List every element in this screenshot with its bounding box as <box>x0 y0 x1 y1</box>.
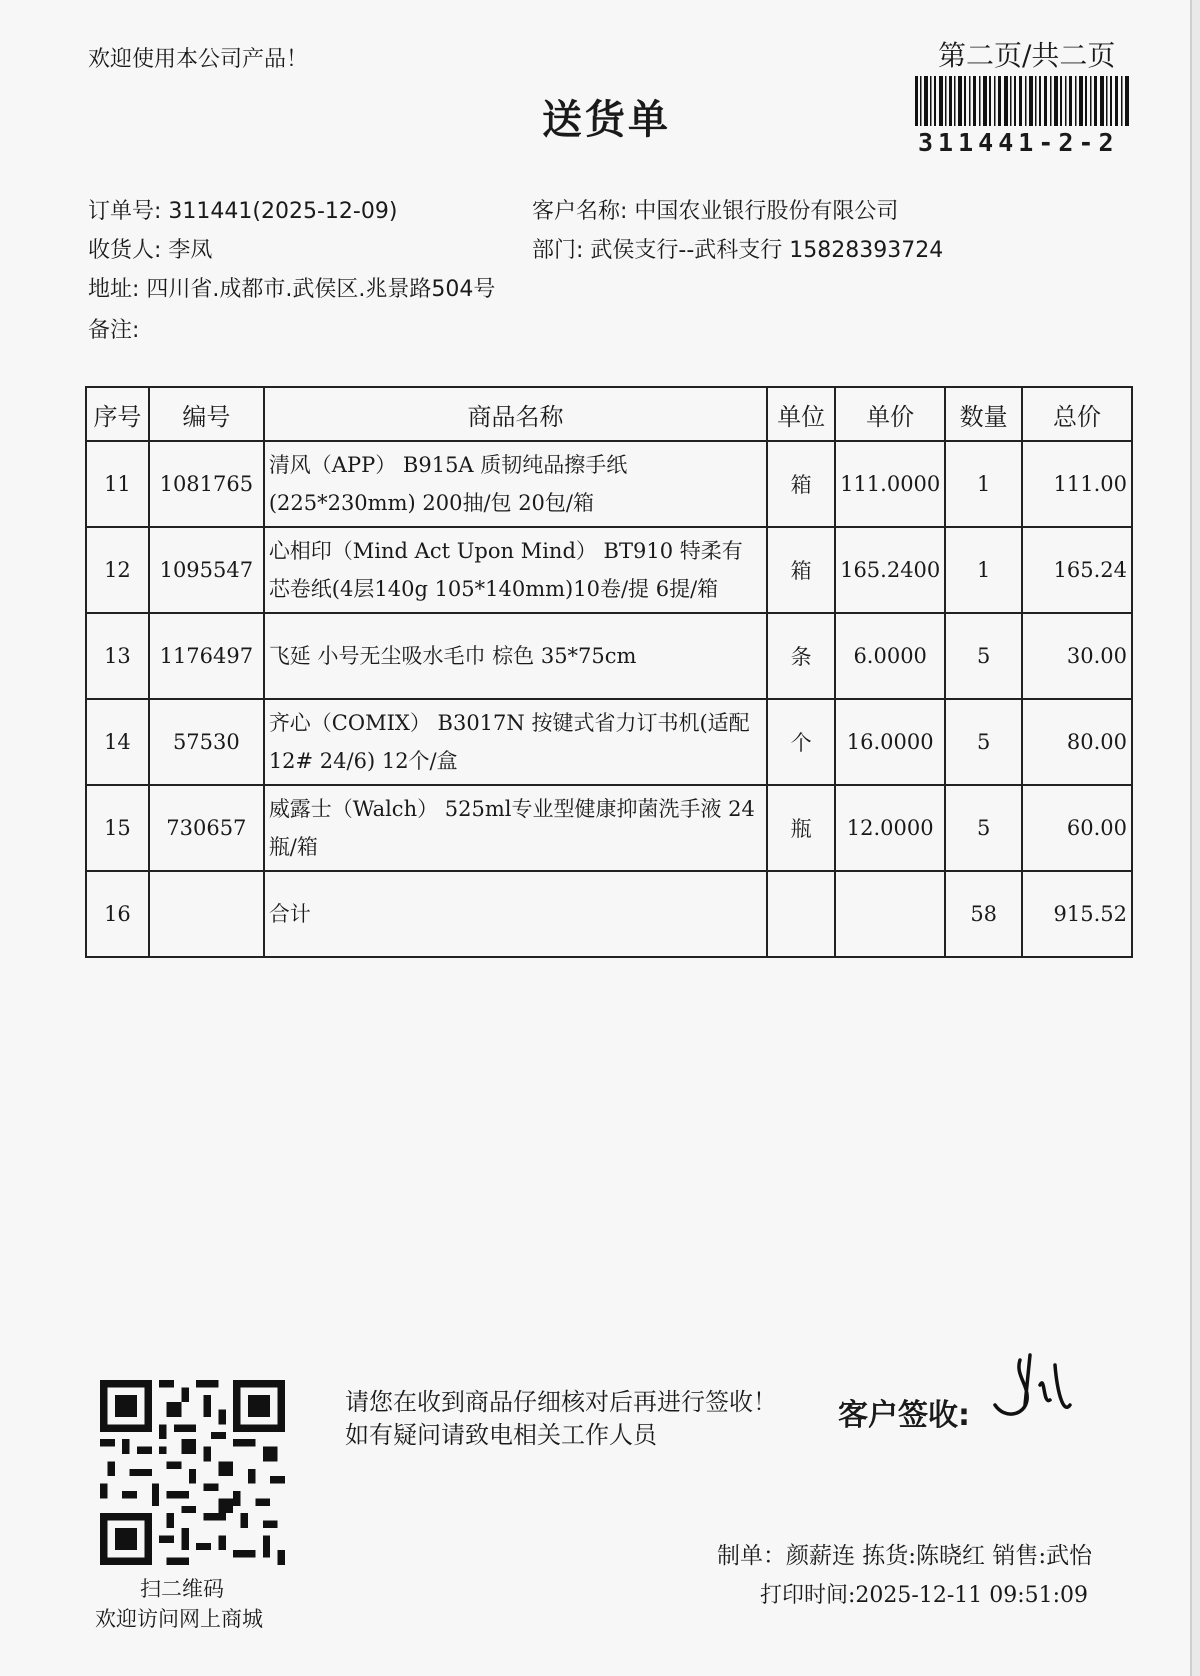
cell-quantity: 5 <box>945 613 1022 699</box>
remark-label: 备注: <box>88 318 140 343</box>
cell-quantity: 5 <box>945 699 1022 785</box>
cell-total: 165.24 <box>1022 527 1132 613</box>
document-title: 送货单 <box>542 97 671 143</box>
cell-seq: 14 <box>86 699 149 785</box>
page-number: 第二页/共二页 <box>938 39 1116 72</box>
table-row <box>86 785 1132 871</box>
cell-total: 80.00 <box>1022 699 1132 785</box>
cell-unit-price: 12.0000 <box>835 785 945 871</box>
items-table <box>85 386 1133 958</box>
receiver-row <box>88 233 212 264</box>
summary-label: 合计 <box>264 871 767 957</box>
welcome-text: 欢迎使用本公司产品！ <box>88 47 309 72</box>
address-label: 地址: <box>88 277 140 302</box>
cell-seq: 13 <box>86 613 149 699</box>
order-number-label: 订单号: <box>88 199 162 224</box>
header-quantity: 数量 <box>945 387 1022 441</box>
cell-quantity: 1 <box>945 527 1022 613</box>
cell-code: 1176497 <box>149 613 264 699</box>
cell-seq: 16 <box>86 871 149 957</box>
cell-empty <box>767 871 835 957</box>
header-unit: 单位 <box>767 387 835 441</box>
handwritten-signature <box>985 1345 1085 1430</box>
receiver-value: 李凤 <box>168 238 213 263</box>
cell-total: 111.00 <box>1022 441 1132 527</box>
header-seq: 序号 <box>86 387 149 441</box>
cell-code: 1095547 <box>149 527 264 613</box>
customer-row <box>532 194 898 225</box>
cell-unit: 条 <box>767 613 835 699</box>
cell-seq: 11 <box>86 441 149 527</box>
customer-label: 客户名称: <box>532 199 628 224</box>
qr-code-image <box>100 1380 285 1565</box>
cell-unit-price: 165.2400 <box>835 527 945 613</box>
staff-info: 制单：颜薪连 拣货:陈晓红 销售:武怡 <box>717 1543 1093 1569</box>
address-value: 四川省.成都市.武侯区.兆景路504号 <box>146 277 496 302</box>
cell-unit: 瓶 <box>767 785 835 871</box>
barcode-image <box>915 76 1130 126</box>
cell-code: 730657 <box>149 785 264 871</box>
cell-total: 60.00 <box>1022 785 1132 871</box>
cell-unit-price: 6.0000 <box>835 613 945 699</box>
table-row <box>86 527 1132 613</box>
table-row <box>86 613 1132 699</box>
barcode-number: 311441-2-2 <box>918 128 1119 157</box>
summary-quantity: 58 <box>945 871 1022 957</box>
cell-empty <box>149 871 264 957</box>
customer-value: 中国农业银行股份有限公司 <box>634 199 899 224</box>
qr-caption-mall: 欢迎访问网上商城 <box>95 1607 263 1631</box>
cell-total: 30.00 <box>1022 613 1132 699</box>
cell-code: 57530 <box>149 699 264 785</box>
cell-unit-price: 111.0000 <box>835 441 945 527</box>
cell-product-name: 心相印（Mind Act Upon Mind） BT910 特柔有芯卷纸(4层140g 105*140mm)10卷/提 6提/箱 <box>264 527 767 613</box>
cell-product-name: 清风（APP） B915A 质韧纯品擦手纸(225*230mm) 200抽/包 20包/箱 <box>264 441 767 527</box>
table-header-row <box>86 387 1132 441</box>
verification-notice: 请您在收到商品仔细核对后再进行签收！如有疑问请致电相关工作人员 <box>345 1388 777 1449</box>
cell-code: 1081765 <box>149 441 264 527</box>
cell-product-name: 威露士（Walch） 525ml专业型健康抑菌洗手液 24瓶/箱 <box>264 785 767 871</box>
cell-unit: 箱 <box>767 441 835 527</box>
order-number-value: 311441(2025-12-09) <box>168 199 398 224</box>
customer-signature-label: 客户签收: <box>838 1398 970 1433</box>
cell-quantity: 1 <box>945 441 1022 527</box>
address-row <box>88 272 495 303</box>
cell-unit-price: 16.0000 <box>835 699 945 785</box>
header-code: 编号 <box>149 387 264 441</box>
order-number-row <box>88 194 397 225</box>
print-time: 打印时间:2025-12-11 09:51:09 <box>760 1583 1089 1608</box>
summary-total: 915.52 <box>1022 871 1132 957</box>
header-product-name: 商品名称 <box>264 387 767 441</box>
table-row <box>86 699 1132 785</box>
cell-unit: 个 <box>767 699 835 785</box>
table-row <box>86 441 1132 527</box>
summary-row <box>86 871 1132 957</box>
department-row <box>532 233 943 264</box>
cell-quantity: 5 <box>945 785 1022 871</box>
receiver-label: 收货人: <box>88 238 162 263</box>
cell-product-name: 齐心（COMIX） B3017N 按键式省力订书机(适配12# 24/6) 12个/盒 <box>264 699 767 785</box>
department-label: 部门: <box>532 238 584 263</box>
cell-seq: 15 <box>86 785 149 871</box>
header-total: 总价 <box>1022 387 1132 441</box>
department-value: 武侯支行--武科支行 15828393724 <box>590 238 944 263</box>
cell-seq: 12 <box>86 527 149 613</box>
cell-product-name: 飞延 小号无尘吸水毛巾 棕色 35*75cm <box>264 613 767 699</box>
cell-empty <box>835 871 945 957</box>
qr-caption-scan: 扫二维码 <box>140 1577 224 1601</box>
header-unit-price: 单价 <box>835 387 945 441</box>
cell-unit: 箱 <box>767 527 835 613</box>
